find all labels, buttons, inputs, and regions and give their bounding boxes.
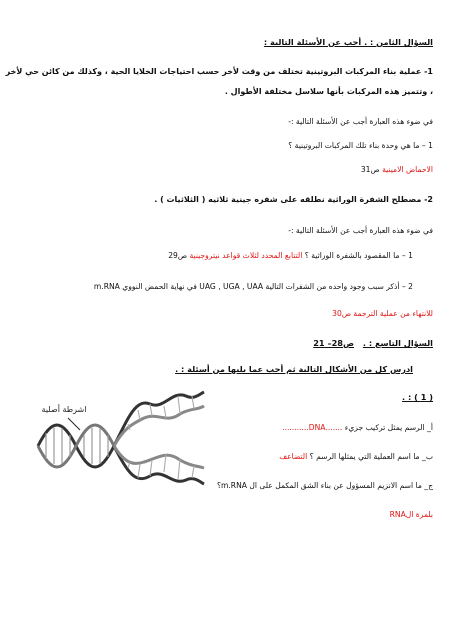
q9-question-a-line [282,423,433,432]
q8-intro-1: في ضوء هذه العبارة أجب عن الأسئلة التالية :- [288,117,433,126]
q9-question-c: ج_ ما اسم الانزيم المسؤول عن بناء الشق المكمل على ال m.RNA؟ [216,481,433,490]
q8-subquestion-1: 1 – ما هي وحدة بناء تلك المركبات البروتينية ؟ [288,141,433,150]
q8-paragraph-1-line-1: 1- عملية بناء المركبات البروتينية تختلف من وقت لأخر حسب احتياجات الخلايا الحية ، وكذلك من كائن حي لأخر [5,67,433,76]
q9-answer-c: بلمرة الRNA [389,510,433,519]
q9-instruction: ادرس كل من الأشكال التالية ثم أجب عما يليها من أسئلة : . [175,364,413,374]
figure-caption: اشرطة أصلية [41,405,87,414]
q9-question-b: ب_ ما اسم العملية التي يمثلها الرسم ؟ [309,452,433,461]
q8-subquestion-2: 1 – ما المقصود بالشفرة الوراثية ؟ [304,251,413,260]
q8-intro-2: في ضوء هذه العبارة أجب عن الأسئلة التالية :- [288,226,433,235]
q8-answer-3: للانتهاء من عملية الترجمة ص30 [332,309,433,318]
q8-paragraph-2: 2- مصطلح الشفرة الوراثية نطلقه على شفره جينية ثلاثيه ( الثلاثيات ) . [154,195,433,204]
q8-answer-1-line [361,165,433,174]
q8-answer-2-ref: ص29 [168,251,188,260]
q8-answer-2: التتابع المحدد لثلاث قواعد نيتروجينية [189,251,303,260]
q9-answer-b: التضاعف [279,452,308,461]
dna-replication-figure [32,388,208,488]
q9-heading: السؤال التاسع : . [362,338,433,348]
q9-question-b-line [279,452,433,461]
q9-heading-line [313,339,433,349]
q8-subquestion-3: 2 – أذكر سبب وجود واحده من الشفرات التالية UAG , UGA , UAA في نهاية الحمض النووي m.RNA [93,282,413,291]
q8-heading: السؤال الثامن : . أجب عن الأسئلة التالية : [263,37,433,47]
q8-subquestion-2-line [168,251,413,260]
q8-answer-1: الاحماض الامينية [382,165,433,174]
q9-figure-label: ( 1 ) : . [402,392,433,402]
q8-answer-1-ref: ص31 [360,165,380,174]
q9-question-a: أ_ الرسم يمثل تركيب جزيء [344,423,433,432]
q9-answer-a: .......DNA........... [282,423,343,432]
q9-pages: ص28– 21 [313,338,354,348]
q8-paragraph-1-line-2: ، وتتميز هذه المركبات بأنها سلاسل مختلفة الأطوال . [224,87,433,96]
